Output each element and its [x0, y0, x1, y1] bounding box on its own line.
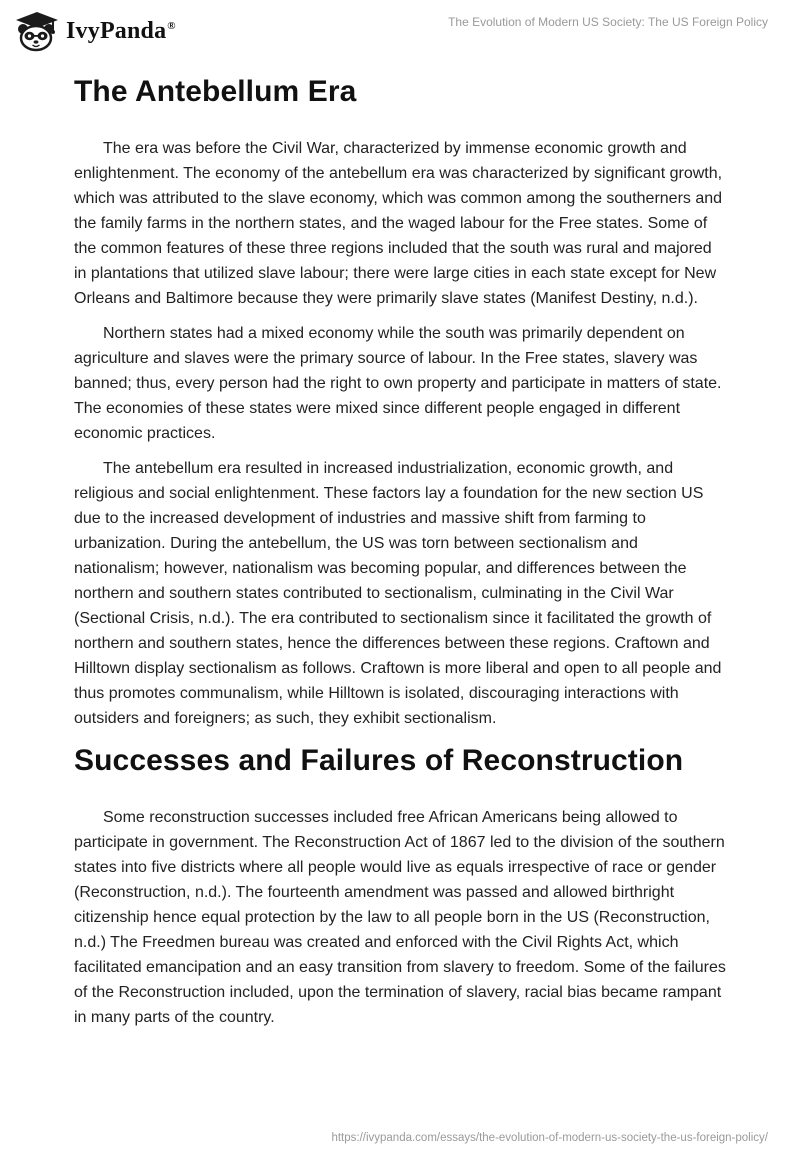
section-heading-antebellum: The Antebellum Era: [74, 75, 357, 108]
document-title: The Evolution of Modern US Society: The US Foreign Policy: [448, 15, 768, 29]
source-url[interactable]: https://ivypanda.com/essays/the-evolution-of-modern-us-society-the-us-foreign-policy/: [331, 1132, 768, 1144]
paragraph: Northern states had a mixed economy while the south was primarily dependent on agriculture and slaves were the primary source of labour. In the Free states, slavery was banned; thus, every person had the right to own property and participate in matters of state. The economies of these states were mixed since different people engaged in different economic practices.: [74, 325, 722, 442]
page-header: [0, 0, 800, 64]
essay-content: [74, 70, 726, 1040]
brand-name: IvyPanda®: [66, 17, 176, 44]
registered-mark: ®: [167, 19, 176, 32]
ivypanda-logo[interactable]: [14, 10, 176, 52]
section-heading-reconstruction: Successes and Failures of Reconstruction: [74, 744, 684, 777]
paragraph: The antebellum era resulted in increased industrialization, economic growth, and religious and social enlightenment. These factors lay a foundation for the new section US due to the increased development of industries and massive shift from farming to urbanization. During the antebellum, the US was torn between sectionalism and nationalism; however, nationalism was becoming popular, and differences between the northern and southern states contributed to sectionalism, culminating in the Civil War (Sectional Crisis, n.d.). The era contributed to sectionalism since it facilitated the growth of northern and southern states, hence the differences between these regions. Craftown and Hilltown display sectionalism as follows. Craftown is more liberal and open to all people and thus promotes communalism, while Hilltown is isolated, discouraging interactions with outsiders and foreigners; as such, they exhibit sectionalism.: [74, 460, 722, 727]
paragraph: The era was before the Civil War, characterized by immense economic growth and enlightenment. The economy of the antebellum era was characterized by significant growth, which was attributed to the slave economy, which was common among the southerners and the family farms in the northern states, and the waged labour for the Free states. Some of the common features of these three regions included that the south was rural and majored in plantations that utilized slave labour; there were large cities in each state except for New Orleans and Baltimore because they were primarily slave states (Manifest Destiny, n.d.).: [74, 140, 723, 307]
panda-icon: [14, 10, 60, 52]
paragraph: Some reconstruction successes included free African Americans being allowed to participate in government. The Reconstruction Act of 1867 led to the division of the southern states into five districts where all people would live as equals irrespective of race or gender (Reconstruction, n.d.). The fourteenth amendment was passed and allowed birthright citizenship hence equal protection by the law to all people born in the US (Reconstruction, n.d.) The Freedmen bureau was created and enforced with the Civil Rights Act, which facilitated emancipation and an easy transition from slavery to freedom. Some of the failures of the Reconstruction included, upon the termination of slavery, racial bias became rampant in many parts of the country.: [74, 809, 726, 1026]
